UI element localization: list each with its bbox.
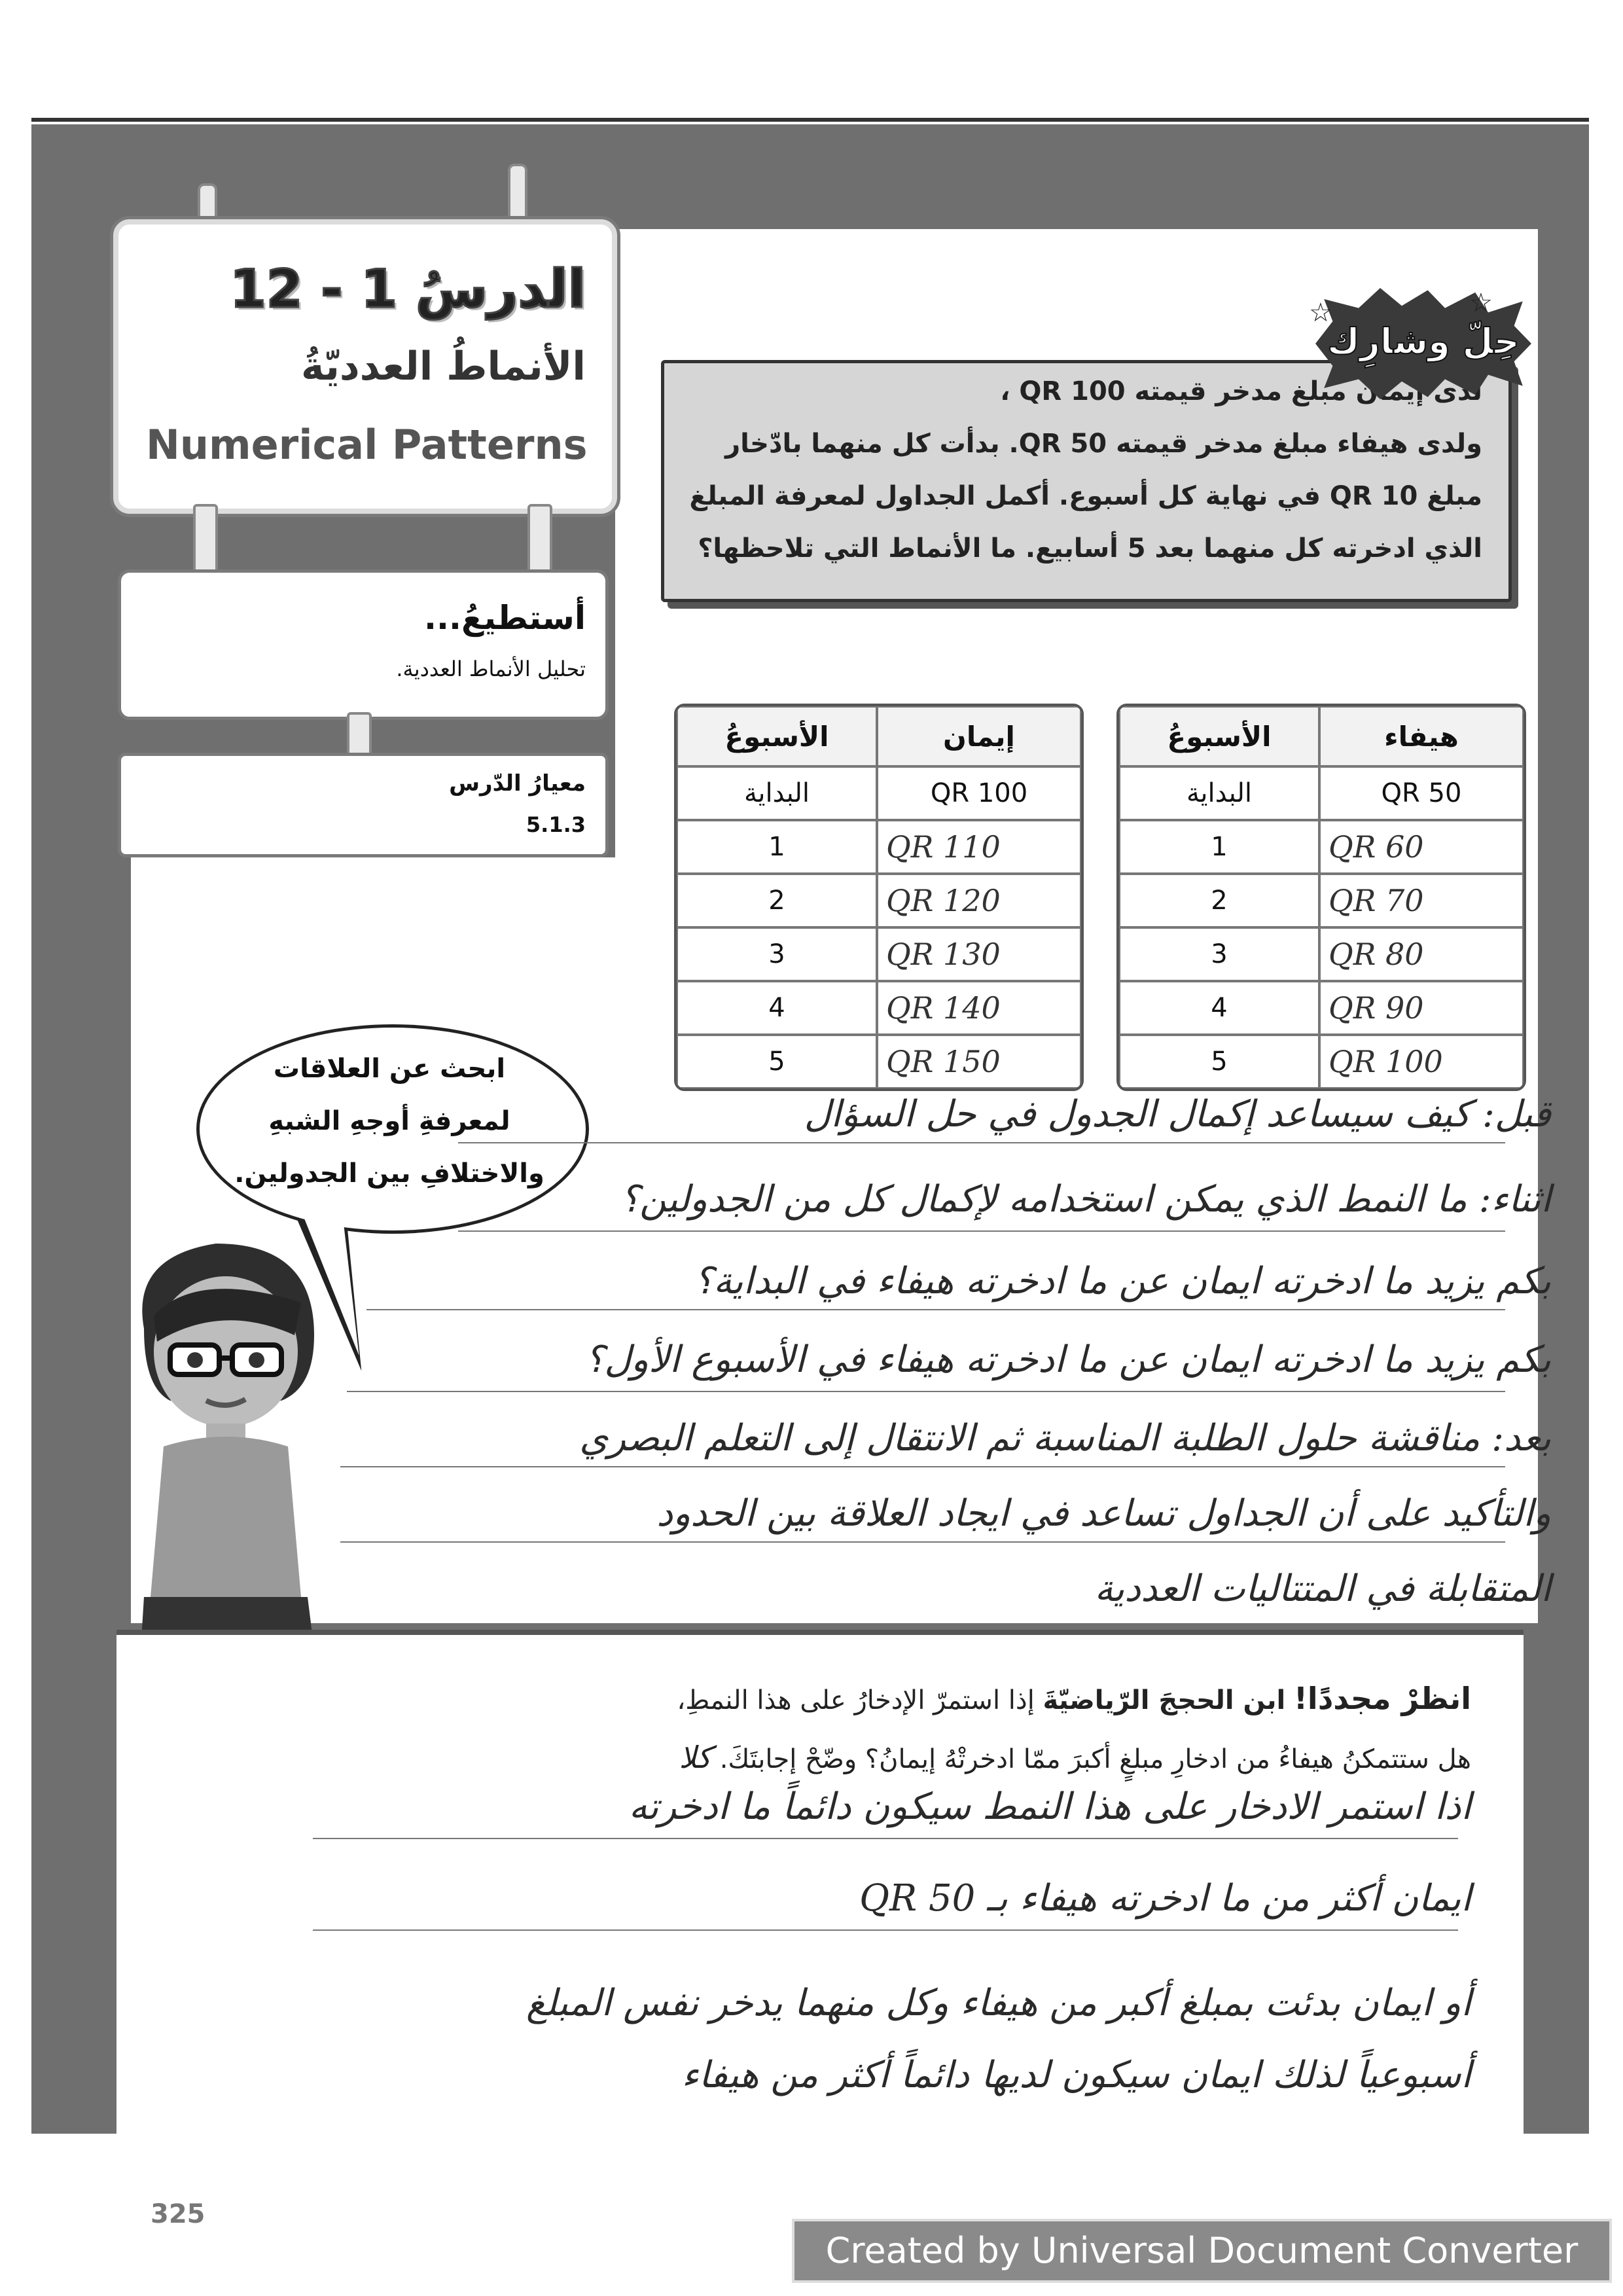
iman-amount-cell: QR 120: [877, 874, 1081, 927]
iman-header-name: إيمان: [877, 706, 1081, 766]
star-icon: ☆: [1309, 298, 1332, 328]
solve-share-badge: حِلّ وشارِك: [1327, 321, 1520, 362]
iman-week-cell: 4: [677, 981, 877, 1035]
haifa-amount-cell: QR 100: [1319, 1035, 1524, 1088]
handwritten-note: المتقابلة في المتتاليات العددية: [1094, 1568, 1551, 1610]
problem-line-2: ولدى هيفاء مبلغ مدخر قيمته QR 50. بدأت كل منهما بادّخار: [725, 429, 1482, 459]
haifa-week-cell: 5: [1119, 1035, 1319, 1088]
haifa-amount-cell: QR 70: [1319, 874, 1524, 927]
handwritten-note: قبل: كيف سيساعد إكمال الجدول في حل السؤال: [804, 1093, 1551, 1136]
objective-text: تحليل الأنماط العددية.: [396, 656, 586, 681]
look-again-question-1: إذا استمرّ الإدخارُ على هذا النمطِ،: [677, 1685, 1035, 1715]
lesson-title-arabic: الأنماطُ العدديّةُ: [300, 344, 586, 389]
lesson-number: الدرسُ 1 - 12: [230, 259, 586, 319]
haifa-amount-cell: QR 60: [1319, 820, 1524, 874]
watermark: Created by Universal Document Converter: [792, 2219, 1612, 2283]
haifa-header-week: الأسبوعُ: [1119, 706, 1319, 766]
standard-code: 5.1.3: [526, 812, 586, 837]
look-again-answer-line: اذا استمر الادخار على هذا النمط سيكون دائماً ما ادخرته: [628, 1785, 1471, 1828]
iman-header-week: الأسبوعُ: [677, 706, 877, 766]
iman-week-cell: 3: [677, 927, 877, 981]
iman-amount-cell: QR 130: [877, 927, 1081, 981]
handwritten-note: اثناء: ما النمط الذي يمكن استخدامه لإكمال كل من الجدولين؟: [620, 1178, 1551, 1221]
writing-rule: [340, 1466, 1505, 1467]
star-icon: ☆: [1469, 288, 1493, 318]
look-again-answer-line: أسبوعياً لذلك ايمان سيكون لديها دائماً أكثر من هيفاء: [681, 2054, 1471, 2096]
problem-line-3: مبلغ QR 10 في نهاية كل أسبوع. أكمل الجداول لمعرفة المبلغ: [689, 481, 1482, 511]
standard-title: معيارُ الدّرس: [449, 770, 586, 797]
look-again-heading: [677, 1681, 1471, 1716]
haifa-week-cell: 2: [1119, 874, 1319, 927]
iman-amount-cell: QR 150: [877, 1035, 1081, 1088]
haifa-table: [1116, 704, 1526, 1091]
look-again-question-2: هل ستتمكنُ هيفاءُ من ادخارِ مبلغٍ أكبرَ ممّا ادخرتْهُ إيمانُ؟ وضّحْ إجابتَكَ.: [719, 1744, 1471, 1774]
handwritten-note: بكم يزيد ما ادخرته ايمان عن ما ادخرته هيفاء في الأسبوع الأول؟: [584, 1338, 1551, 1381]
page-number: 325: [151, 2199, 205, 2229]
handwritten-note: بعد: مناقشة حلول الطلبة المناسبة ثم الانتقال إلى التعلم البصري: [579, 1417, 1551, 1460]
haifa-week-cell: 1: [1119, 820, 1319, 874]
handwritten-note: بكم يزيد ما ادخرته ايمان عن ما ادخرته هيفاء في البداية؟: [694, 1260, 1551, 1302]
writing-rule: [366, 1309, 1505, 1310]
bubble-line-1: ابحث عن العلاقات: [273, 1054, 506, 1084]
standard-sign: [118, 753, 609, 857]
look-again-section: [116, 1630, 1524, 2139]
haifa-amount-cell: QR 90: [1319, 981, 1524, 1035]
iman-week-cell: 1: [677, 820, 877, 874]
problem-line-4: الذي ادخرته كل منهما بعد 5 أسابيع. ما الأنماط التي تلاحظها؟: [698, 533, 1482, 564]
iman-week-cell: 2: [677, 874, 877, 927]
writing-rule: [340, 1541, 1505, 1543]
look-again-answer-line: أو ايمان بدئت بمبلغ أكبر من هيفاء وكل منهما يدخر نفس المبلغ: [526, 1982, 1471, 2024]
look-again-question-line: [679, 1740, 1471, 1775]
look-again-answer-line: ايمان أكثر من ما ادخرته هيفاء بـ QR 50: [859, 1877, 1471, 1920]
handwritten-note: والتأكيد على أن الجداول تساعد في ايجاد العلاقة بين الحدود: [656, 1492, 1551, 1535]
bubble-line-2: لمعرفةِ أوجهِ الشبهِ: [268, 1106, 510, 1136]
objective-title: أستطيعُ...: [424, 599, 586, 637]
haifa-week-cell: 3: [1119, 927, 1319, 981]
look-again-practice: ابن الحججَ الرّياضيّةَ: [1043, 1685, 1286, 1715]
iman-week-cell: البداية: [677, 766, 877, 820]
haifa-week-cell: البداية: [1119, 766, 1319, 820]
writing-rule: [347, 1391, 1505, 1392]
writing-rule: [313, 1838, 1458, 1839]
haifa-amount-cell: QR 50: [1319, 766, 1524, 820]
look-again-title: انظرْ مجددًا!: [1293, 1681, 1471, 1716]
iman-table: [674, 704, 1084, 1091]
haifa-amount-cell: QR 80: [1319, 927, 1524, 981]
iman-amount-cell: QR 140: [877, 981, 1081, 1035]
top-border-line: [31, 118, 1589, 122]
iman-amount-cell: QR 110: [877, 820, 1081, 874]
haifa-week-cell: 4: [1119, 981, 1319, 1035]
writing-rule: [458, 1142, 1505, 1143]
look-again-answer-word: كلا: [679, 1740, 711, 1775]
bubble-line-3: والاختلافِ بين الجدولين.: [234, 1158, 544, 1189]
problem-line-1: لدى إيمان مبلغ مدخر قيمته QR 100 ،: [1000, 376, 1482, 406]
lesson-sign: [110, 216, 620, 517]
writing-rule: [458, 1230, 1505, 1232]
lesson-title-english: Numerical Patterns: [146, 421, 588, 469]
solve-share-problem-box: [661, 360, 1512, 602]
iman-week-cell: 5: [677, 1035, 877, 1088]
haifa-header-name: هيفاء: [1319, 706, 1524, 766]
iman-amount-cell: QR 100: [877, 766, 1081, 820]
writing-rule: [313, 1929, 1458, 1931]
objective-sign: [118, 569, 609, 720]
